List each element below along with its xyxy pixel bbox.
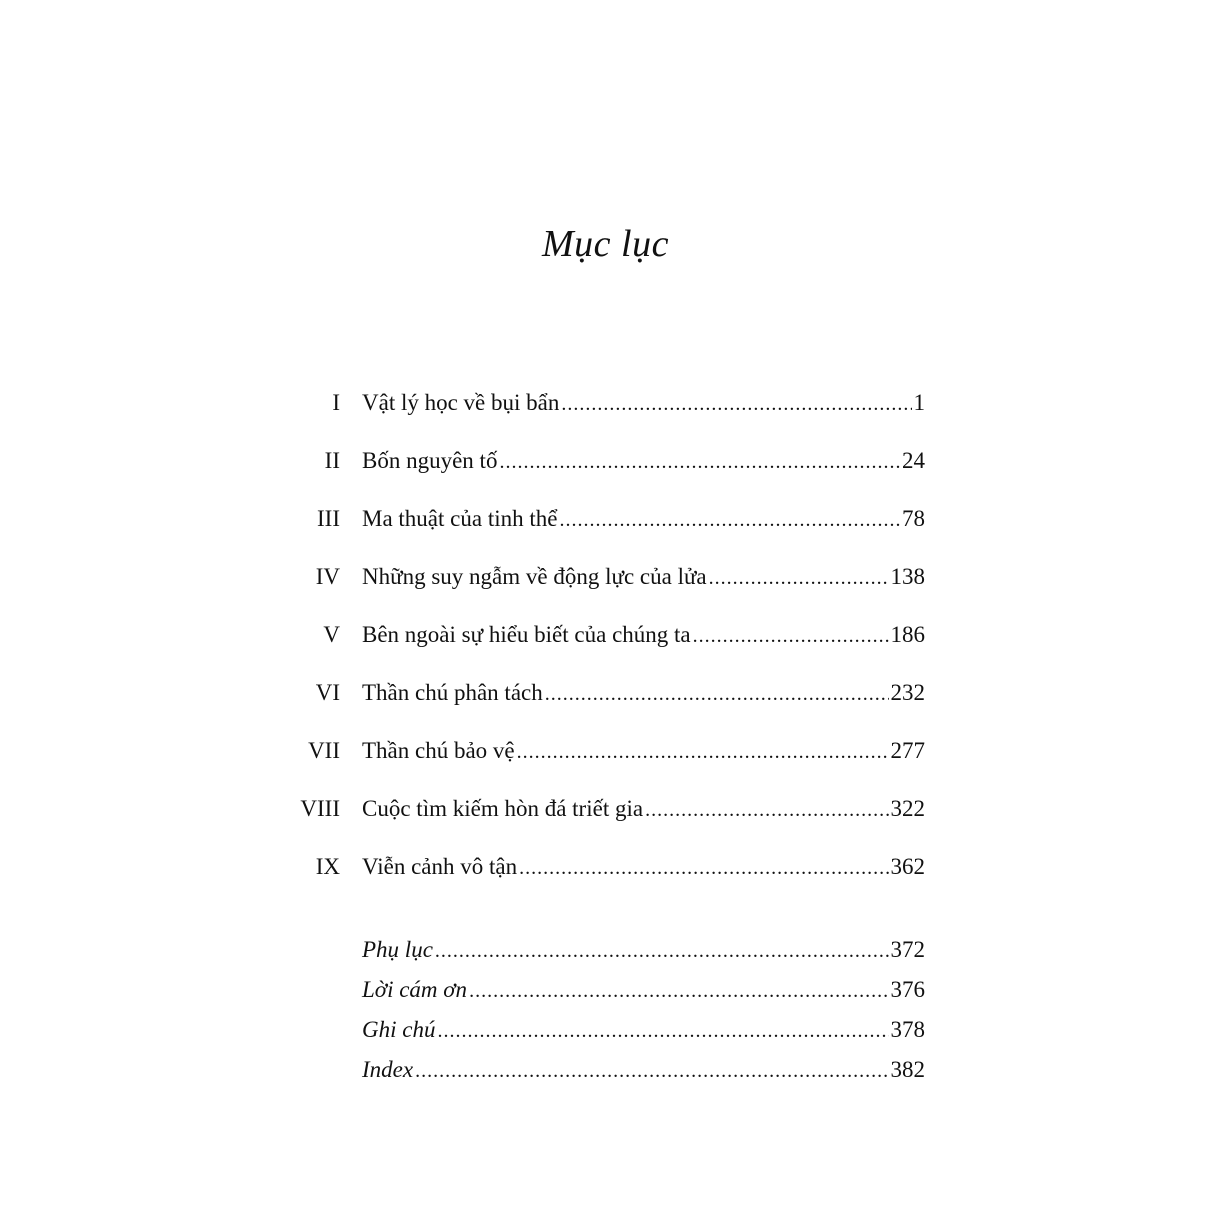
toc-entry-chapter-9 (280, 847, 925, 905)
page-number: 376 (890, 977, 925, 1002)
chapter-title: Ma thuật của tinh thể (362, 506, 558, 531)
page-number: 78 (902, 506, 925, 531)
page-number: 277 (890, 738, 925, 763)
dot-leader (469, 971, 888, 1011)
toc-entry-appendix (280, 930, 925, 970)
toc-entry-chapter-1 (280, 383, 925, 441)
chapter-number: VIII (300, 796, 340, 821)
page-number: 322 (890, 796, 925, 821)
page-number: 378 (890, 1017, 925, 1042)
page-number: 382 (890, 1057, 925, 1082)
page-number: 24 (902, 448, 925, 473)
dot-leader (645, 790, 888, 830)
back-matter-title: Phụ lục (362, 937, 433, 962)
chapter-title: Vật lý học về bụi bẩn (362, 390, 560, 415)
toc-entry-chapter-2 (280, 441, 925, 499)
chapter-title: Những suy ngẫm về động lực của lửa (362, 564, 707, 589)
chapter-title: Bốn nguyên tố (362, 448, 498, 473)
toc-entry-index (280, 1050, 925, 1090)
page-title: Mục lục (542, 223, 669, 265)
back-matter-title: Lời cám ơn (362, 977, 468, 1002)
chapter-title: Thần chú phân tách (362, 680, 543, 705)
dot-leader (435, 931, 889, 971)
dot-leader (545, 674, 889, 714)
chapter-number: I (332, 390, 340, 415)
dot-leader (437, 1011, 888, 1051)
toc-entry-chapter-7 (280, 731, 925, 789)
page-number: 232 (890, 680, 925, 705)
page-number: 362 (890, 854, 925, 879)
chapter-number: III (317, 506, 340, 531)
dot-leader (559, 500, 900, 540)
back-matter-title: Ghi chú (362, 1017, 436, 1042)
toc-entry-chapter-6 (280, 673, 925, 731)
chapter-number: VI (315, 680, 340, 705)
chapter-title: Thần chú bảo vệ (362, 738, 515, 763)
toc-entry-acknowledgements (280, 970, 925, 1010)
toc-entry-chapter-3 (280, 499, 925, 557)
dot-leader (693, 616, 889, 656)
page-number: 138 (890, 564, 925, 589)
dot-leader (561, 384, 911, 424)
chapter-number: V (323, 622, 340, 647)
dot-leader (517, 732, 889, 772)
page-number: 1 (913, 390, 925, 415)
chapter-title: Cuộc tìm kiếm hòn đá triết gia (362, 796, 644, 821)
toc-entry-chapter-8 (280, 789, 925, 847)
page-number: 372 (890, 937, 925, 962)
dot-leader (519, 848, 888, 888)
toc-entry-notes (280, 1010, 925, 1050)
chapter-number: VII (308, 738, 340, 763)
page-number: 186 (890, 622, 925, 647)
chapter-number: II (324, 448, 340, 473)
toc-entry-chapter-5 (280, 615, 925, 673)
chapter-number: IX (315, 854, 340, 879)
dot-leader (709, 558, 889, 598)
back-matter-list (280, 930, 925, 1090)
chapter-number: IV (315, 564, 340, 589)
toc-entry-chapter-4 (280, 557, 925, 615)
dot-leader (415, 1051, 888, 1091)
chapter-title: Bên ngoài sự hiểu biết của chúng ta (362, 622, 691, 647)
chapter-title: Viễn cảnh vô tận (362, 854, 518, 879)
chapter-list (280, 383, 925, 905)
back-matter-title: Index (362, 1057, 414, 1082)
dot-leader (499, 442, 900, 482)
